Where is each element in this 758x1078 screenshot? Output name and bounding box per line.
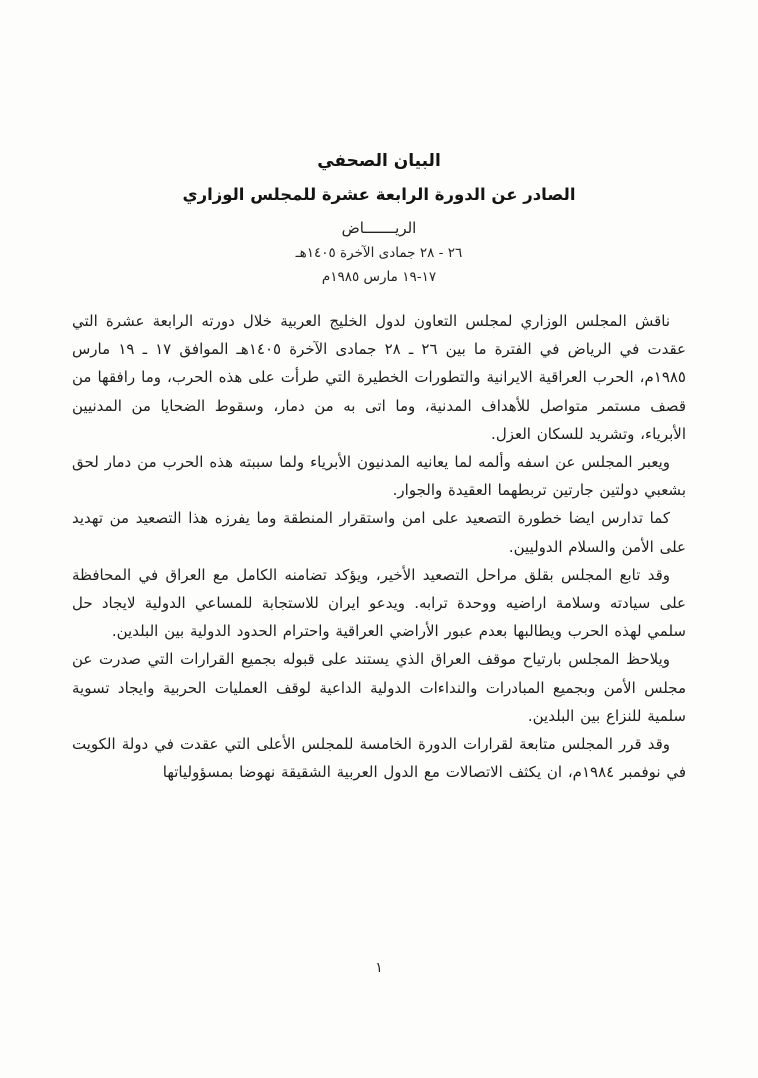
body-paragraph: ويعبر المجلس عن اسفه وألمه لما يعانيه المدنيون الأبرياء ولما سببته هذه الحرب من دمار لحق بشعبي دولتين جارتين تربطهما العقيدة والجوار. — [72, 452, 686, 500]
body-paragraph: ويلاحظ المجلس بارتياح موقف العراق الذي يستند على قبوله بجميع القرارات التي صدرت عن مجلس الأمن وبجميع المبادرات والنداءات الدولية الداعية لوقف العمليات الحربية وايجاد تسوية سلمية للنزاع بين البلدين. — [72, 650, 686, 725]
document-header — [0, 0, 758, 285]
gregorian-date-line: ١٧-١٩ مارس ١٩٨٥م — [321, 268, 437, 285]
body-paragraph: ناقش المجلس الوزاري لمجلس التعاون لدول الخليج العربية خلال دورته الرابعة عشرة التي عقدت في الرياض في الفترة ما بين ٢٦ ـ ٢٨ جمادى الآخرة ١٤٠٥هـ الموافق ١٧ ـ ١٩ مارس ١٩٨٥م، الحرب العراقية الايرانية والتطورات الخطيرة التي طرأت على هذه الحرب، وما رافقها من قصف مستمر متواصل للأهداف المدنية، وما اتى به من دمار، وسقوط الضحايا من المدنيين الأبرياء، وتشريد للسكان العزل. — [72, 311, 686, 443]
document-title: البيان الصحفي — [317, 151, 441, 171]
document-subtitle: الصادر عن الدورة الرابعة عشرة للمجلس الوزاري — [182, 184, 576, 204]
document-body — [72, 307, 686, 786]
location-line: الريـــــــاض — [341, 218, 417, 237]
body-paragraph: كما تدارس ايضا خطورة التصعيد على امن واستقرار المنطقة وما يفرزه هذا التصعيد من تهديد على الأمن والسلام الدوليين. — [72, 509, 686, 556]
body-paragraph: وقد تابع المجلس بقلق مراحل التصعيد الأخير، ويؤكد تضامنه الكامل مع العراق في المحافظة على سيادته وسلامة اراضيه ووحدة ترابه. ويدعو ايران للاستجابة للمساعي الدولية لايجاد حل سلمي لهذه الحرب ويطالبها بعدم عبور الأراضي العراقية واحترام الحدود الدولية بين البلدين. — [72, 565, 686, 641]
page-number: ١ — [375, 960, 383, 976]
body-paragraph: وقد قرر المجلس متابعة لقرارات الدورة الخامسة للمجلس الأعلى التي عقدت في دولة الكويت في نوفمبر ١٩٨٤م، ان يكثف الاتصالات مع الدول العربية الشقيقة نهوضا بمسؤولياتها — [72, 734, 686, 782]
hijri-date-line: ٢٦ - ٢٨ جمادى الآخرة ١٤٠٥هـ — [295, 244, 463, 261]
